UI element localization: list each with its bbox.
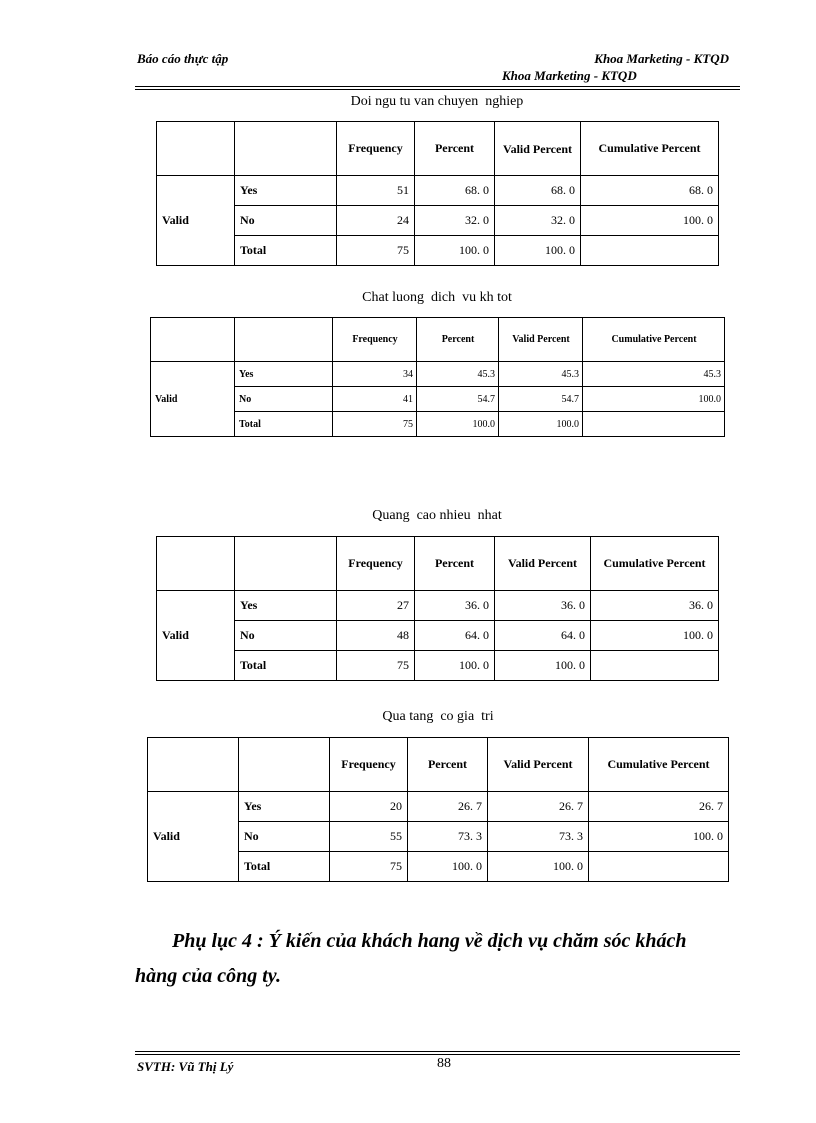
column-header: Percent	[408, 738, 488, 792]
footer-rule-bottom	[135, 1054, 740, 1055]
percent-cell: 100. 0	[415, 651, 495, 681]
cumulative-percent-cell: 100.0	[583, 387, 725, 412]
column-header: Cumulative Percent	[581, 122, 719, 176]
column-header: Frequency	[333, 318, 417, 362]
header-rule-top	[135, 86, 740, 87]
frequency-cell: 51	[337, 176, 415, 206]
valid-percent-cell: 68. 0	[495, 176, 581, 206]
table-row	[157, 621, 719, 651]
row-label: Yes	[239, 792, 330, 822]
row-label: No	[239, 822, 330, 852]
cumulative-percent-cell: 68. 0	[581, 176, 719, 206]
column-header: Valid Percent	[495, 537, 591, 591]
appendix-heading	[135, 924, 745, 994]
percent-cell: 73. 3	[408, 822, 488, 852]
column-header: Percent	[415, 537, 495, 591]
cumulative-percent-cell: 100. 0	[591, 621, 719, 651]
table-row	[157, 591, 719, 621]
header-blank-cell	[239, 738, 330, 792]
cumulative-percent-cell	[589, 852, 729, 882]
row-label: Yes	[235, 591, 337, 621]
row-label: No	[235, 621, 337, 651]
percent-cell: 36. 0	[415, 591, 495, 621]
group-label: Valid	[151, 362, 235, 437]
appendix-heading-line-1: Phụ lục 4 : Ý kiến của khách hang về dịch vụ chăm sóc khách	[172, 930, 687, 952]
header-left-text: Báo cáo thực tập	[137, 51, 229, 66]
percent-cell: 100.0	[417, 412, 499, 437]
frequency-cell: 41	[333, 387, 417, 412]
percent-cell: 100. 0	[415, 236, 495, 266]
table-row	[157, 236, 719, 266]
frequency-table	[150, 317, 725, 437]
percent-cell: 64. 0	[415, 621, 495, 651]
cumulative-percent-cell: 26. 7	[589, 792, 729, 822]
row-label: Total	[235, 236, 337, 266]
group-label: Valid	[148, 792, 239, 882]
row-label: Total	[239, 852, 330, 882]
valid-percent-cell: 100. 0	[495, 651, 591, 681]
footer-rule-top	[135, 1051, 740, 1052]
row-label: Total	[235, 412, 333, 437]
frequency-cell: 75	[337, 651, 415, 681]
valid-percent-cell: 64. 0	[495, 621, 591, 651]
header-rule-bottom	[135, 89, 740, 90]
cumulative-percent-cell: 36. 0	[591, 591, 719, 621]
header-blank-cell	[148, 738, 239, 792]
percent-cell: 68. 0	[415, 176, 495, 206]
table-title: Chat luong dich vu kh tot	[362, 290, 512, 305]
table-row	[157, 651, 719, 681]
column-header: Percent	[417, 318, 499, 362]
row-label: Yes	[235, 176, 337, 206]
percent-cell: 100. 0	[408, 852, 488, 882]
header-right-repeat-text: Khoa Marketing - KTQD	[502, 68, 637, 83]
frequency-cell: 75	[330, 852, 408, 882]
valid-percent-cell: 100. 0	[488, 852, 589, 882]
row-label: No	[235, 387, 333, 412]
table-title: Quang cao nhieu nhat	[372, 508, 502, 523]
column-header: Percent	[415, 122, 495, 176]
column-header: Cumulative Percent	[591, 537, 719, 591]
header-blank-cell	[157, 537, 235, 591]
column-header: Valid Percent	[499, 318, 583, 362]
column-header: Valid Percent	[488, 738, 589, 792]
table-title: Doi ngu tu van chuyen nghiep	[350, 94, 524, 109]
header-blank-cell	[235, 122, 337, 176]
frequency-cell: 55	[330, 822, 408, 852]
cumulative-percent-cell: 100. 0	[581, 206, 719, 236]
valid-percent-cell: 100. 0	[495, 236, 581, 266]
header-blank-cell	[235, 318, 333, 362]
table-row	[148, 792, 729, 822]
cumulative-percent-cell	[581, 236, 719, 266]
column-header: Valid Percent	[495, 122, 581, 176]
row-label: Total	[235, 651, 337, 681]
percent-cell: 26. 7	[408, 792, 488, 822]
table-row	[157, 206, 719, 236]
appendix-heading-line-2: hàng của công ty.	[135, 965, 281, 987]
footer-author: SVTH: Vũ Thị Lý	[137, 1059, 234, 1074]
percent-cell: 32. 0	[415, 206, 495, 236]
column-header: Frequency	[337, 122, 415, 176]
percent-cell: 54.7	[417, 387, 499, 412]
frequency-cell: 27	[337, 591, 415, 621]
header-blank-cell	[157, 122, 235, 176]
row-label: Yes	[235, 362, 333, 387]
column-header: Frequency	[330, 738, 408, 792]
page-number: 88	[437, 1056, 451, 1071]
frequency-cell: 34	[333, 362, 417, 387]
row-label: No	[235, 206, 337, 236]
frequency-table	[147, 737, 729, 882]
table-row	[151, 387, 725, 412]
column-header: Cumulative Percent	[589, 738, 729, 792]
table-title: Qua tang co gia tri	[382, 709, 494, 724]
frequency-table	[156, 536, 719, 681]
header-blank-cell	[151, 318, 235, 362]
header-blank-cell	[235, 537, 337, 591]
table-row	[157, 176, 719, 206]
frequency-table	[156, 121, 719, 266]
column-header: Frequency	[337, 537, 415, 591]
valid-percent-cell: 26. 7	[488, 792, 589, 822]
frequency-cell: 75	[333, 412, 417, 437]
table-row	[151, 412, 725, 437]
valid-percent-cell: 32. 0	[495, 206, 581, 236]
frequency-cell: 24	[337, 206, 415, 236]
frequency-cell: 20	[330, 792, 408, 822]
valid-percent-cell: 45.3	[499, 362, 583, 387]
group-label: Valid	[157, 591, 235, 681]
cumulative-percent-cell: 45.3	[583, 362, 725, 387]
cumulative-percent-cell	[591, 651, 719, 681]
column-header: Cumulative Percent	[583, 318, 725, 362]
valid-percent-cell: 73. 3	[488, 822, 589, 852]
valid-percent-cell: 100.0	[499, 412, 583, 437]
cumulative-percent-cell: 100. 0	[589, 822, 729, 852]
percent-cell: 45.3	[417, 362, 499, 387]
header-right-text: Khoa Marketing - KTQD	[594, 51, 729, 66]
valid-percent-cell: 54.7	[499, 387, 583, 412]
cumulative-percent-cell	[583, 412, 725, 437]
frequency-cell: 75	[337, 236, 415, 266]
table-row	[151, 362, 725, 387]
valid-percent-cell: 36. 0	[495, 591, 591, 621]
frequency-cell: 48	[337, 621, 415, 651]
group-label: Valid	[157, 176, 235, 266]
